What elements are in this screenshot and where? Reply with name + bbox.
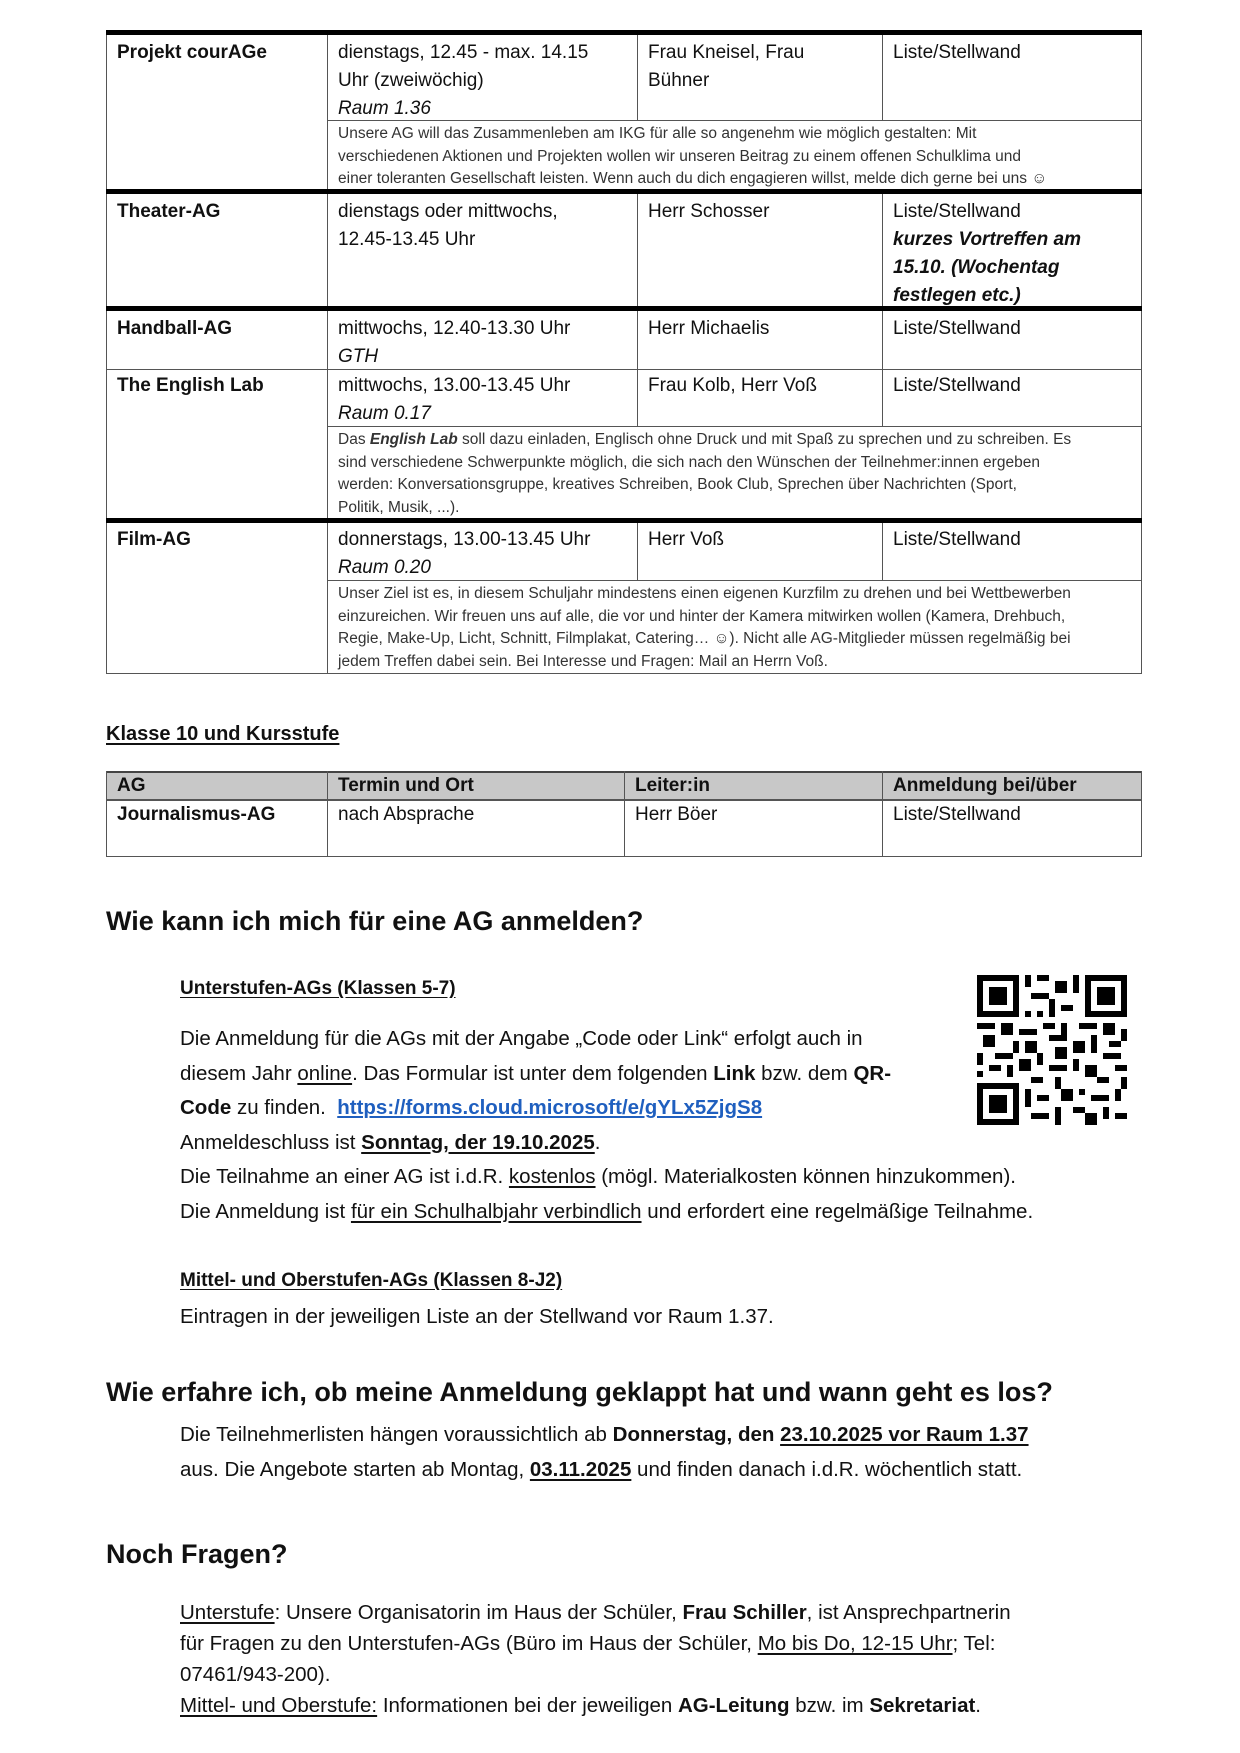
text: bzw. im (789, 1694, 870, 1717)
table-border (106, 673, 1142, 674)
text: aus. Die Angebote starten ab Montag, (180, 1457, 530, 1481)
text-line (180, 1628, 1011, 1659)
text-line (180, 1690, 1011, 1721)
text-underlined: Unterstufe (180, 1601, 275, 1624)
desc-line (338, 429, 1131, 452)
desc-line: Unsere AG will das Zusammenleben am IKG für alle so angenehm wie möglich gestalten: Mit (338, 125, 977, 142)
text-underlined: für ein Schulhalbjahr verbindlich (350, 1199, 642, 1223)
text-underlined: Mittel- und Oberstufe: (180, 1694, 378, 1717)
text-line (180, 1195, 1034, 1230)
ag-termin (327, 311, 637, 375)
text: diesem Jahr (180, 1061, 298, 1085)
ag-anmeldung: Liste/Stellwand (893, 804, 1021, 825)
text: : Unsere Organisatorin im Haus der Schüler, (274, 1601, 683, 1624)
text-bold: Sekretariat (869, 1694, 976, 1717)
leiter-line: Frau Kneisel, Frau (648, 42, 805, 63)
office-hours: Mo bis Do, 12-15 Uhr (757, 1632, 953, 1655)
text: . Das Formular ist unter dem folgenden (352, 1061, 714, 1085)
text: Die Anmeldung ist (180, 1199, 351, 1223)
text: Die Teilnahme an einer AG ist i.d.R. (180, 1165, 509, 1188)
subheading-unterstufe: Unterstufen-AGs (Klassen 5-7) (180, 978, 456, 999)
termin-line: dienstags oder mittwochs, (338, 201, 558, 222)
ag-leiter: Herr Michaelis (648, 318, 770, 339)
desc-line: einer toleranten Gesellschaft leisten. Wenn auch du dich engagieren willst, melde dich gerne bei uns ☺ (338, 170, 1048, 187)
text-underlined: online (297, 1061, 353, 1085)
text-line (180, 1418, 1029, 1453)
erfahren-paragraph (180, 1418, 1029, 1487)
ag-leiter: Herr Schosser (648, 201, 770, 222)
desc-line: verschiedenen Aktionen und Projekten wollen wir unseren Beitrag zu einem offenen Schulklima und (338, 147, 1021, 165)
desc-emphasis: English Lab (369, 431, 458, 448)
text: Die Teilnehmerlisten hängen voraussichtlich ab (180, 1423, 613, 1446)
ag-description (327, 121, 1142, 193)
ag-termin (327, 194, 637, 258)
ag-name: Film-AG (117, 529, 191, 550)
text: (mögl. Materialkosten können hinzukommen). (595, 1165, 1016, 1188)
text: bzw. dem (755, 1061, 854, 1085)
ag-room: Raum 0.17 (338, 403, 431, 424)
ag-name: The English Lab (117, 375, 264, 396)
text-line: Die Anmeldung für die AGs mit der Angabe „Code oder Link“ erfolgt auch in (180, 1027, 863, 1050)
ag-anmeldung: Liste/Stellwand (893, 318, 1021, 339)
ag-note: kurzes Vortreffen am (893, 229, 1081, 250)
ag-leiter (637, 35, 882, 99)
ag-leiter: Herr Voß (648, 529, 725, 550)
ag-termin (327, 522, 637, 586)
column-header-anmeldung: Anmeldung bei/über (893, 775, 1077, 796)
ag-leiter: Frau Kolb, Herr Voß (648, 375, 817, 396)
ag-leiter: Herr Böer (635, 804, 718, 825)
qr-code-icon[interactable] (977, 975, 1127, 1125)
text: und finden danach i.d.R. wöchentlich statt. (631, 1457, 1023, 1481)
termin-line: dienstags, 12.45 - max. 14.15 (338, 42, 589, 63)
heading-anmelden: Wie kann ich mich für eine AG anmelden? (106, 906, 644, 936)
ag-anmeldung: Liste/Stellwand (893, 529, 1021, 550)
ag-anmeldung: Liste/Stellwand (893, 42, 1021, 63)
desc-text: Das (338, 431, 370, 448)
registration-form-link[interactable]: https://forms.cloud.microsoft/e/gYLx5ZjgS8 (337, 1096, 763, 1119)
text: zu finden. (231, 1096, 338, 1119)
text: . (594, 1130, 601, 1154)
text-bold: Donnerstag, den (612, 1423, 781, 1446)
ag-description (327, 581, 1142, 675)
list-date: 23.10.2025 vor Raum 1.37 (780, 1423, 1029, 1446)
ag-room: Raum 0.20 (338, 557, 431, 578)
table-border (106, 31, 107, 674)
text-bold: QR- (853, 1061, 892, 1085)
text-line (180, 1057, 970, 1092)
unterstufe-paragraph (180, 1022, 1034, 1229)
text: Informationen bei der jeweiligen (377, 1694, 678, 1717)
ag-name: Theater-AG (117, 201, 221, 222)
desc-line: werden: Konversationsgruppe, kreatives Schreiben, Book Club, Sprechen über Nachrichten (Sport, (338, 476, 1017, 493)
text: ; Tel: (952, 1632, 996, 1655)
text-underlined: kostenlos (508, 1165, 596, 1188)
termin-line: mittwochs, 13.00-13.45 Uhr (338, 375, 571, 396)
text-line (180, 1160, 1016, 1195)
section-title-klasse10: Klasse 10 und Kursstufe (106, 723, 340, 745)
desc-line: Regie, Make-Up, Licht, Schnitt, Filmplakat, Catering… ☺). Nicht alle AG-Mitglieder müssen regelmäßig bei (338, 630, 1071, 647)
column-header-leiter: Leiter:in (635, 775, 710, 796)
desc-line: einzureichen. Wir freuen uns auf alle, die vor und hinter der Kamera mitwirken wollen (Kamera, Drehbuch, (338, 607, 1066, 625)
termin-line: 12.45-13.45 Uhr (338, 229, 476, 250)
start-date: 03.11.2025 (529, 1457, 632, 1481)
column-header-termin: Termin und Ort (338, 775, 474, 796)
fragen-paragraph (180, 1597, 1011, 1721)
subheading-mittelstufe: Mittel- und Oberstufen-AGs (Klassen 8-J2) (180, 1270, 563, 1291)
ag-anmeldung (882, 194, 1142, 314)
phone-number: 07461/943-200). (180, 1663, 331, 1686)
text-line (180, 1126, 970, 1161)
ag-name: Projekt courAGe (117, 42, 267, 63)
leiter-line: Bühner (648, 70, 710, 91)
termin-line: mittwochs, 12.40-13.30 Uhr (338, 318, 571, 339)
anmeldung-text: Liste/Stellwand (893, 201, 1021, 222)
desc-line: Politik, Musik, ...). (338, 498, 460, 516)
ag-termin (327, 35, 637, 127)
text-bold: AG-Leitung (677, 1694, 790, 1717)
text-bold: Code (180, 1096, 232, 1119)
mittelstufe-text: Eintragen in der jeweiligen Liste an der Stellwand vor Raum 1.37. (180, 1305, 774, 1328)
text: , ist Ansprechpartnerin (806, 1601, 1011, 1624)
ag-anmeldung: Liste/Stellwand (893, 375, 1021, 396)
text: und erfordert eine regelmäßige Teilnahme. (641, 1199, 1034, 1223)
ag-termin (327, 368, 637, 432)
heading-fragen: Noch Fragen? (106, 1539, 288, 1569)
text-line (180, 1597, 1011, 1628)
ag-description (327, 427, 1142, 521)
text: für Fragen zu den Unterstufen-AGs (Büro im Haus der Schüler, (180, 1632, 758, 1655)
contact-name: Frau Schiller (682, 1601, 807, 1624)
column-header-ag: AG (117, 775, 146, 796)
text: . (975, 1694, 981, 1717)
ag-note: 15.10. (Wochentag (893, 257, 1060, 278)
desc-text: soll dazu einladen, Englisch ohne Druck und mit Spaß zu sprechen und zu schreiben. Es (457, 431, 1072, 448)
deadline-date: Sonntag, der 19.10.2025 (361, 1130, 595, 1154)
ag-name: Handball-AG (117, 318, 233, 339)
ag-room: Raum 1.36 (338, 98, 431, 119)
text-bold: Link (713, 1061, 756, 1085)
ag-room: GTH (338, 346, 379, 367)
desc-line: Unser Ziel ist es, in diesem Schuljahr mindestens einen eigenen Kurzfilm zu drehen und bei Wettbewerben (338, 585, 1071, 602)
ag-note: festlegen etc.) (893, 285, 1021, 306)
text: Anmeldeschluss ist (180, 1130, 362, 1154)
text-line (180, 1453, 1029, 1488)
desc-line: jedem Treffen dabei sein. Bei Interesse und Fragen: Mail an Herrn Voß. (338, 652, 828, 670)
termin-line: Uhr (zweiwöchig) (338, 70, 484, 91)
ag-name: Journalismus-AG (117, 804, 276, 825)
termin-line: donnerstags, 13.00-13.45 Uhr (338, 529, 591, 550)
heading-erfahren: Wie erfahre ich, ob meine Anmeldung geklappt hat und wann geht es los? (106, 1377, 1053, 1407)
ag-termin: nach Absprache (338, 804, 475, 825)
desc-line: sind verschiedene Schwerpunkte möglich, die sich nach den Wünschen der Teilnehmer:innen ergeben (338, 453, 1040, 471)
text-line (180, 1091, 970, 1126)
